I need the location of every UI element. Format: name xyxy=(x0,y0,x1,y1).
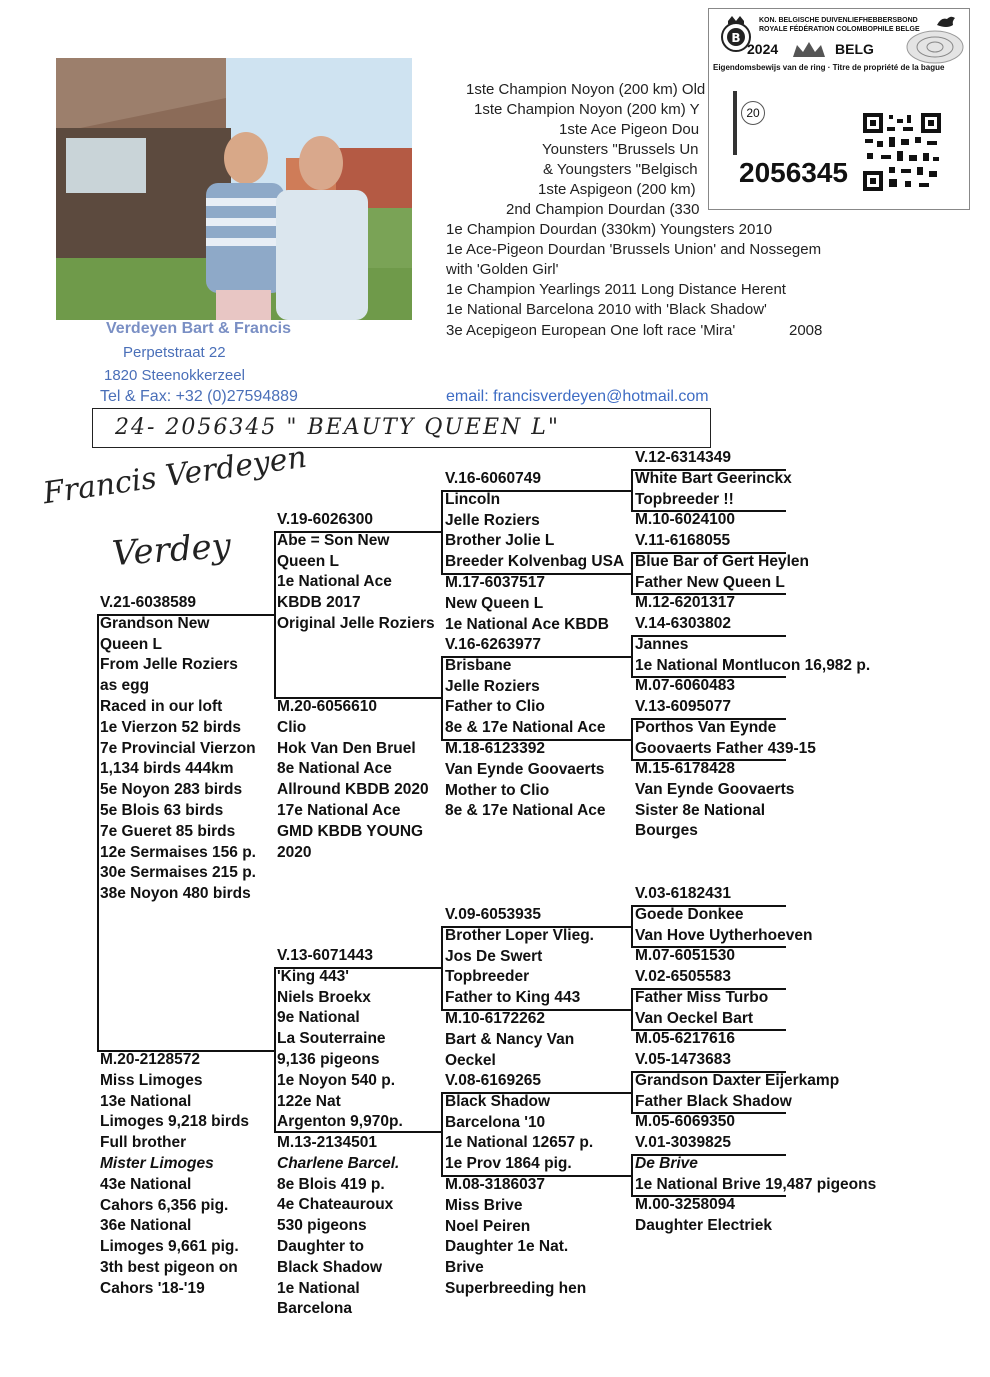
pedigree-line: Jelle Roziers xyxy=(445,511,540,529)
pedigree-line: Barcelona xyxy=(277,1300,352,1318)
pedigree-line: 2020 xyxy=(277,843,312,861)
pedigree-line: 9e National xyxy=(277,1009,360,1027)
crown-icon xyxy=(789,39,829,61)
pedigree-line: Van Eynde Goovaerts xyxy=(445,760,605,778)
pedigree-line: 38e Noyon 480 birds xyxy=(100,885,251,903)
pedigree-line: V.16-6263977 xyxy=(445,636,541,653)
pedigree-line: M.08-3186037 xyxy=(445,1176,545,1193)
owner-phone: Tel & Fax: +32 (0)27594889 xyxy=(100,388,298,405)
pedigree-line: 36e National xyxy=(100,1217,192,1235)
owner-street: Perpetstraat 22 xyxy=(123,344,226,361)
bracket-line xyxy=(441,926,443,1009)
sticker-country: BELG xyxy=(835,41,874,57)
pedigree-line: Black Shadow xyxy=(445,1092,551,1110)
sire xyxy=(277,510,435,635)
achievement-line: 1e National Barcelona 2010 with 'Black Shadow' xyxy=(446,301,767,318)
sire-dam xyxy=(277,697,429,863)
pedigree-line: Niels Broekx xyxy=(277,988,371,1006)
bracket-line xyxy=(631,552,633,593)
achievement-line: 1ste Champion Noyon (200 km) Old xyxy=(466,81,706,98)
pedigree-line: 1e National xyxy=(277,1279,360,1297)
pedigree-line: M.05-6217616 xyxy=(635,1030,735,1047)
pedigree-line: Argenton 9,970p. xyxy=(277,1113,403,1131)
pedigree-line: 8e National Ace xyxy=(277,760,392,778)
pedigree-line: Queen L xyxy=(100,635,163,653)
pedigree-line: V.01-3039825 xyxy=(635,1134,731,1151)
great-grandparent-12 xyxy=(635,1029,735,1050)
pedigree-line: 122e Nat xyxy=(277,1092,341,1110)
pedigree-line: V.05-1473683 xyxy=(635,1051,731,1068)
pedigree-line: Jelle Roziers xyxy=(445,677,540,695)
great-grandparent-8 xyxy=(635,759,794,842)
pedigree-line: 9,136 pigeons xyxy=(277,1050,380,1068)
pedigree-line: M.07-6060483 xyxy=(635,677,735,694)
pedigree-line: Father Black Shadow xyxy=(635,1092,792,1110)
pedigree-line: Topbreeder !! xyxy=(635,490,734,508)
pedigree-line: V.16-6060749 xyxy=(445,470,541,487)
pedigree-line: Bourges xyxy=(635,822,698,840)
pedigree-line: V.09-6053935 xyxy=(445,906,541,923)
pedigree-line: 'King 443' xyxy=(277,967,349,985)
pedigree-line: M.05-6069350 xyxy=(635,1113,735,1130)
pedigree-line: Breeder Kolvenbag USA xyxy=(445,553,625,571)
pedigree-line: M.20-2128572 xyxy=(100,1051,200,1068)
pedigree-line: Raced in our loft xyxy=(100,697,223,715)
bracket-line xyxy=(631,718,633,759)
pedigree-line: V.14-6303802 xyxy=(635,615,731,632)
dam-sire xyxy=(277,946,403,1133)
pedigree-line: 8e Blois 419 p. xyxy=(277,1175,385,1193)
pedigree-line: Superbreeding hen xyxy=(445,1279,587,1297)
bracket-line xyxy=(274,531,276,697)
pedigree-line: 8e & 17e National Ace xyxy=(445,719,606,737)
great-grandparent-2 xyxy=(635,510,735,531)
pedigree-line: M.15-6178428 xyxy=(635,760,735,777)
pedigree-line: M.00-3258094 xyxy=(635,1196,735,1213)
svg-text:B: B xyxy=(731,31,741,45)
great-grandparent-6 xyxy=(635,676,735,697)
pedigree-line: V.08-6169265 xyxy=(445,1072,541,1089)
pedigree-line: Queen L xyxy=(277,552,340,570)
pedigree-line: Brive xyxy=(445,1259,484,1277)
pedigree-line: Goede Donkee xyxy=(635,905,744,923)
pedigree-line: Mister Limoges xyxy=(100,1154,214,1172)
great-grandparent-4 xyxy=(635,593,735,614)
pedigree-line: Van Eynde Goovaerts xyxy=(635,780,795,798)
achievement-line: 1e Champion Dourdan (330km) Youngsters 2010 xyxy=(446,221,773,238)
great-grandparent-15 xyxy=(635,1133,876,1195)
great-grandparent-3 xyxy=(635,531,809,593)
pedigree-line: 1e Vierzon 52 birds xyxy=(100,718,241,736)
pedigree-line: M.13-2134501 xyxy=(277,1134,377,1151)
achievement-line: with 'Golden Girl' xyxy=(446,261,559,278)
grandparent-g4 xyxy=(445,739,606,822)
dam xyxy=(100,1050,249,1300)
pedigree-line: 1e National Montlucon 16,982 p. xyxy=(635,656,871,674)
pedigree-line: Miss Brive xyxy=(445,1196,523,1214)
pedigree-line: Noel Peiren xyxy=(445,1217,531,1235)
handwritten-name-box xyxy=(92,408,711,448)
grandparent-g5 xyxy=(445,905,594,1009)
pedigree-line: M.10-6024100 xyxy=(635,511,735,528)
pedigree-line: V.13-6071443 xyxy=(277,947,373,964)
pedigree-line: Porthos Van Eynde xyxy=(635,718,777,736)
grandparent-g1 xyxy=(445,469,624,573)
great-grandparent-16 xyxy=(635,1195,772,1237)
pedigree-line: V.21-6038589 xyxy=(100,594,196,611)
bracket-line xyxy=(631,1071,633,1112)
pedigree-line: New Queen L xyxy=(445,594,544,612)
signature: Francis Verdeyen xyxy=(40,439,309,512)
federation-fr: ROYALE FÉDÉRATION COLOMBOPHILE BELGE xyxy=(759,26,920,33)
pedigree-line: M.12-6201317 xyxy=(635,594,735,611)
dam-dam xyxy=(277,1133,399,1320)
achievement-line: 3e Acepigeon European One loft race 'Mira' xyxy=(446,322,736,339)
pedigree-line: 12e Sermaises 156 p. xyxy=(100,843,256,861)
achievement-line: Younsters "Brussels Un xyxy=(542,141,699,158)
bracket-line xyxy=(631,905,633,946)
ring-small-number: 20 xyxy=(741,101,765,125)
pedigree-line: De Brive xyxy=(635,1154,698,1172)
pedigree-line: V.12-6314349 xyxy=(635,449,731,466)
pedigree-line: Jos De Swert xyxy=(445,947,543,965)
qr-code-icon xyxy=(863,113,941,191)
pedigree-line: Blue Bar of Gert Heylen xyxy=(635,552,809,570)
pedigree-line: 1e Prov 1864 pig. xyxy=(445,1155,572,1173)
pedigree-line: V.03-6182431 xyxy=(635,885,731,902)
subject-pigeon xyxy=(100,593,256,905)
pedigree-line: Sister 8e National xyxy=(635,801,766,819)
grandparent-g7 xyxy=(445,1071,593,1175)
grandparent-g3 xyxy=(445,635,606,739)
grandparent-g2 xyxy=(445,573,609,635)
pedigree-line: M.20-6056610 xyxy=(277,698,377,715)
pedigree-line: Brisbane xyxy=(445,656,512,674)
pedigree-line: Miss Limoges xyxy=(100,1071,203,1089)
pedigree-line: Cahors '18-'19 xyxy=(100,1279,205,1297)
bracket-line xyxy=(631,988,633,1029)
great-grandparent-13 xyxy=(635,1050,839,1112)
pedigree-line: M.10-6172262 xyxy=(445,1010,545,1027)
pedigree-line: Charlene Barcel. xyxy=(277,1154,400,1172)
pedigree-line: Allround KBDB 2020 xyxy=(277,781,429,799)
pedigree-line: M.17-6037517 xyxy=(445,574,545,591)
achievement-line: 1e Champion Yearlings 2011 Long Distance Herent xyxy=(446,281,786,298)
pedigree-line: 13e National xyxy=(100,1092,192,1110)
pedigree-line: Father to King 443 xyxy=(445,989,581,1007)
pedigree-line: Barcelona '10 xyxy=(445,1113,546,1131)
owner-name: Verdeyen Bart & Francis xyxy=(106,320,291,337)
ring-icon xyxy=(731,91,739,155)
pedigree-line: 1e Noyon 540 p. xyxy=(277,1071,396,1089)
pedigree-line: White Bart Geerinckx xyxy=(635,469,792,487)
great-grandparent-5 xyxy=(635,614,870,676)
pedigree-line: Full brother xyxy=(100,1134,187,1152)
signature-initials: Verdey xyxy=(110,525,233,575)
owners-photo xyxy=(56,58,412,320)
pedigree-line: KBDB 2017 xyxy=(277,594,361,612)
pedigree-line: 1e National Brive 19,487 pigeons xyxy=(635,1175,877,1193)
pedigree-line: 8e & 17e National Ace xyxy=(445,802,606,820)
pedigree-line: Cahors 6,356 pig. xyxy=(100,1196,229,1214)
pedigree-line: Mother to Clio xyxy=(445,781,550,799)
pedigree-line: 530 pigeons xyxy=(277,1217,367,1235)
pedigree-line: 1e National Ace KBDB xyxy=(445,615,609,633)
pedigree-line: Brother Loper Vlieg. xyxy=(445,926,594,944)
pedigree-line: Topbreeder xyxy=(445,968,530,986)
bracket-line xyxy=(441,656,443,739)
pedigree-line: Limoges 9,661 pig. xyxy=(100,1238,239,1256)
pedigree-line: 3th best pigeon on xyxy=(100,1258,238,1276)
achievement-line: & Youngsters "Belgisch xyxy=(543,161,698,178)
pedigree-line: Black Shadow xyxy=(277,1258,383,1276)
achievement-line: 1ste Ace Pigeon Dou xyxy=(559,121,700,138)
pedigree-line: Oeckel xyxy=(445,1051,496,1069)
great-grandparent-10 xyxy=(635,946,735,967)
pedigree-line: Clio xyxy=(277,718,307,736)
achievement-line: 1e Ace-Pigeon Dourdan 'Brussels Union' and Nossegem xyxy=(446,241,822,258)
federation-nl: KON. BELGISCHE DUIVENLIEFHEBBERSBOND xyxy=(759,17,918,24)
handwritten-ring-name: 24- 2056345 " BEAUTY QUEEN L" xyxy=(115,415,561,440)
pedigree-line: Hok Van Den Bruel xyxy=(277,739,416,757)
pedigree-line: Van Hove Uytherhoeven xyxy=(635,926,813,944)
sticker-year: 2024 xyxy=(747,41,779,57)
pedigree-line: From Jelle Roziers xyxy=(100,656,238,674)
great-grandparent-9 xyxy=(635,884,812,946)
great-grandparent-7 xyxy=(635,697,816,759)
pedigree-line: Grandson Daxter Eijerkamp xyxy=(635,1071,840,1089)
owner-city: 1820 Steenokkerzeel xyxy=(104,367,245,384)
pedigree-line: 1e National Ace xyxy=(277,573,392,591)
pedigree-line: Goovaerts Father 439-15 xyxy=(635,739,816,757)
pedigree-line: Limoges 9,218 birds xyxy=(100,1113,250,1131)
pedigree-line: V.13-6095077 xyxy=(635,698,731,715)
grandparent-g8 xyxy=(445,1175,586,1300)
pedigree-line: GMD KBDB YOUNG xyxy=(277,822,424,840)
pedigree-line: Brother Jolie L xyxy=(445,532,555,550)
pedigree-line: 1e National 12657 p. xyxy=(445,1134,594,1152)
great-grandparent-11 xyxy=(635,967,768,1029)
pedigree-line: 1,134 birds 444km xyxy=(100,760,234,778)
ring-ownership-sticker xyxy=(708,8,970,210)
pedigree-line: V.19-6026300 xyxy=(277,511,373,528)
pedigree-line: M.07-6051530 xyxy=(635,947,735,964)
bracket-line xyxy=(97,614,99,1050)
achievement-line: 1ste Champion Noyon (200 km) Y xyxy=(474,101,700,118)
ring-number: 2056345 xyxy=(739,157,849,188)
bracket-line xyxy=(441,490,443,573)
owner-email[interactable]: email: francisverdeyen@hotmail.com xyxy=(446,388,709,405)
pedigree-line: Original Jelle Roziers xyxy=(277,614,435,632)
pedigree-line: 5e Noyon 283 birds xyxy=(100,781,243,799)
pedigree-line: 30e Sermaises 215 p. xyxy=(100,864,256,882)
pedigree-line: Grandson New xyxy=(100,614,210,632)
achievement-line: 1ste Aspigeon (200 km) xyxy=(538,181,696,198)
great-grandparent-1 xyxy=(635,448,792,510)
pedigree-line: Daughter Electriek xyxy=(635,1216,772,1234)
bracket-line xyxy=(631,1154,633,1195)
pedigree-line: V.11-6168055 xyxy=(635,532,731,549)
grandparent-g6 xyxy=(445,1009,574,1071)
pedigree-line: 7e Gueret 85 birds xyxy=(100,822,236,840)
great-grandparent-14 xyxy=(635,1112,735,1133)
bracket-line xyxy=(631,635,633,676)
pedigree-line: Van Oeckel Bart xyxy=(635,1009,754,1027)
pedigree-line: 5e Blois 63 birds xyxy=(100,801,224,819)
pedigree-line: Jannes xyxy=(635,635,689,653)
pedigree-line: 4e Chateauroux xyxy=(277,1196,394,1214)
hologram-icon xyxy=(905,29,965,65)
pedigree-line: V.02-6505583 xyxy=(635,968,731,985)
pedigree-line: Bart & Nancy Van xyxy=(445,1030,575,1048)
bracket-line xyxy=(274,967,276,1131)
pedigree-line: 7e Provincial Vierzon xyxy=(100,739,256,757)
achievement-line: 2nd Champion Dourdan (330 xyxy=(506,201,700,218)
pedigree-line: 17e National Ace xyxy=(277,801,401,819)
pedigree-line: M.18-6123392 xyxy=(445,740,545,757)
pedigree-line: 43e National xyxy=(100,1175,192,1193)
bracket-line xyxy=(631,469,633,510)
pedigree-line: La Souterraine xyxy=(277,1030,386,1048)
pedigree-line: Father Miss Turbo xyxy=(635,988,769,1006)
pedigree-line: Father to Clio xyxy=(445,698,545,716)
pedigree-line: Abe = Son New xyxy=(277,531,390,549)
pedigree-line: Daughter 1e Nat. xyxy=(445,1238,569,1256)
pedigree-line: Lincoln xyxy=(445,490,501,508)
pedigree-line: Father New Queen L xyxy=(635,573,785,591)
sticker-caption: Eigendomsbewijs van de ring · Titre de propriété de la bague xyxy=(713,63,945,72)
bracket-line xyxy=(441,1092,443,1175)
achievement-year: 2008 xyxy=(789,322,823,339)
pedigree-line: as egg xyxy=(100,677,150,695)
pedigree-line: Daughter to xyxy=(277,1237,364,1255)
